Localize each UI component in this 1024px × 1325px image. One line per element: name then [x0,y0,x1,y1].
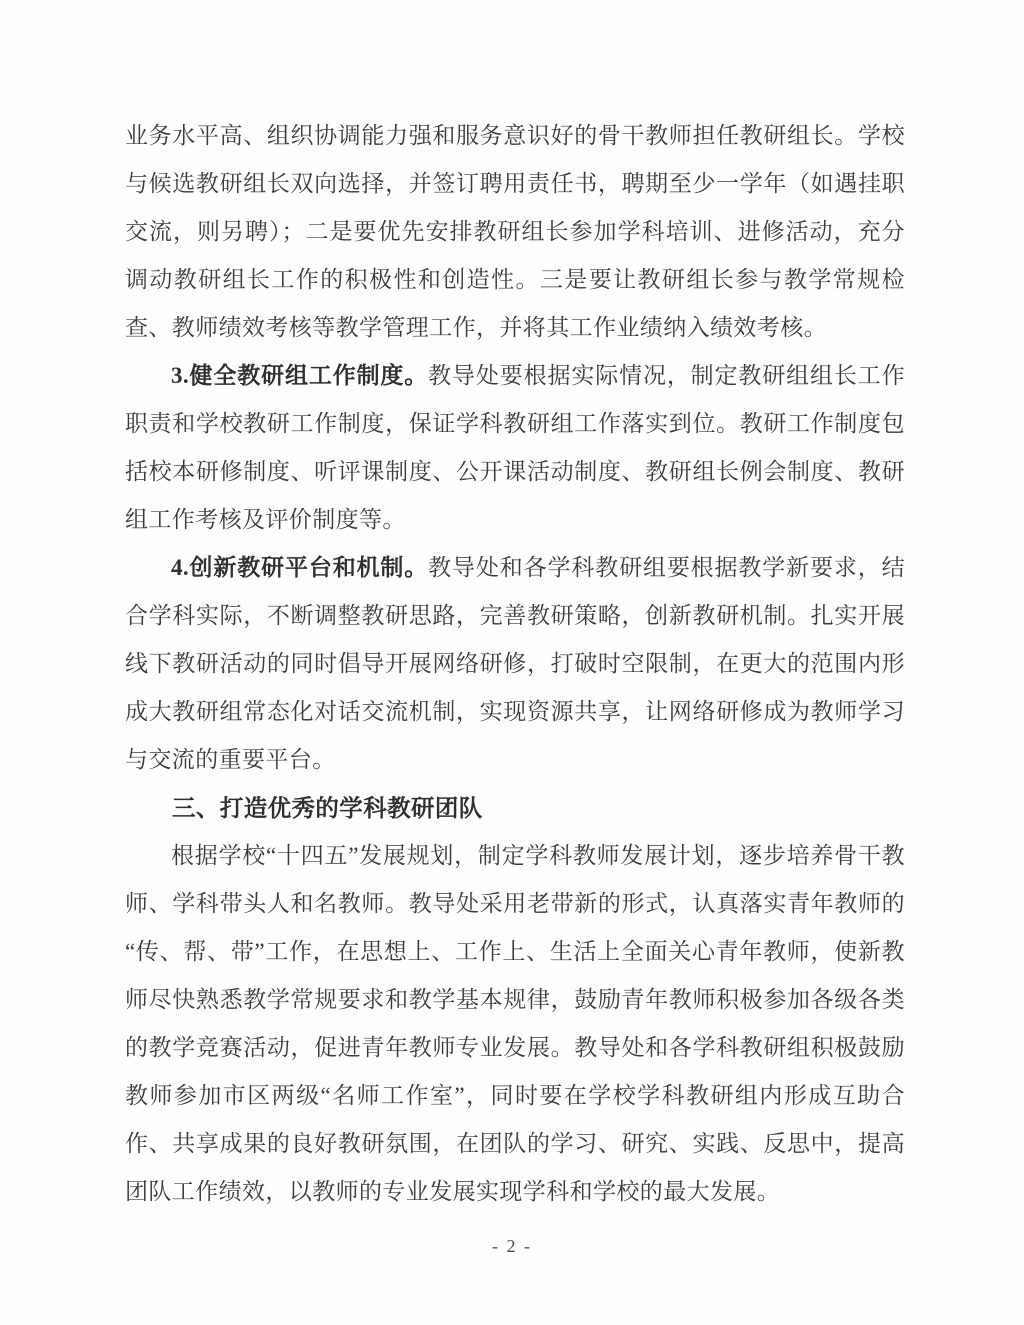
paragraph-text: 业务水平高、组织协调能力强和服务意识好的骨干教师担任教研组长。学校与候选教研组长双向选择，并签订聘用责任书，聘期至少一学年（如遇挂职交流，则另聘）；二是要优先安排教研组长参加学科培训、进修活动，充分调动教研组长工作的积极性和创造性。三是要让教研组长参与教学常规检查、教师绩效考核等教学管理工作，并将其工作业绩纳入绩效考核。 [125,123,905,340]
section-heading: 三、打造优秀的学科教研团队 [172,795,483,821]
page-number: - 2 - [492,1236,532,1256]
paragraph-item-4 [125,544,905,784]
paragraph-item-3 [125,352,905,544]
paragraph-continuation [125,112,905,352]
document-body [125,112,905,1216]
paragraph-text: 根据学校“十四五”发展规划，制定学科教师发展计划，逐步培养骨干教师、学科带头人和名教师。教导处采用老带新的形式，认真落实青年教师的“传、帮、带”工作，在思想上、工作上、生活上全面关心青年教师，使新教师尽快熟悉教学常规要求和教学基本规律，鼓励青年教师积极参加各级各类的教学竞赛活动，促进青年教师专业发展。教导处和各学科教研组积极鼓励教师参加市区两级“名师工作室”，同时要在学校学科教研组内形成互助合作、共享成果的良好教研氛围，在团队的学习、研究、实践、反思中，提高团队工作绩效，以教师的专业发展实现学科和学校的最大发展。 [125,843,905,1204]
paragraph-lead: 4.创新教研平台和机制。 [171,555,429,580]
paragraph-lead: 3.健全教研组工作制度。 [171,363,429,388]
paragraph-text: 教导处和各学科教研组要根据教学新要求，结合学科实际，不断调整教研思路，完善教研策略，创新教研机制。扎实开展线下教研活动的同时倡导开展网络研修，打破时空限制，在更大的范围内形成大教研组常态化对话交流机制，实现资源共享，让网络研修成为教师学习与交流的重要平台。 [125,555,905,772]
paragraph-section-3-body [125,832,905,1216]
paragraph-text: 教导处要根据实际情况，制定教研组组长工作职责和学校教研工作制度，保证学科教研组工作落实到位。教研工作制度包括校本研修制度、听评课制度、公开课活动制度、教研组长例会制度、教研组工作考核及评价制度等。 [125,363,905,532]
